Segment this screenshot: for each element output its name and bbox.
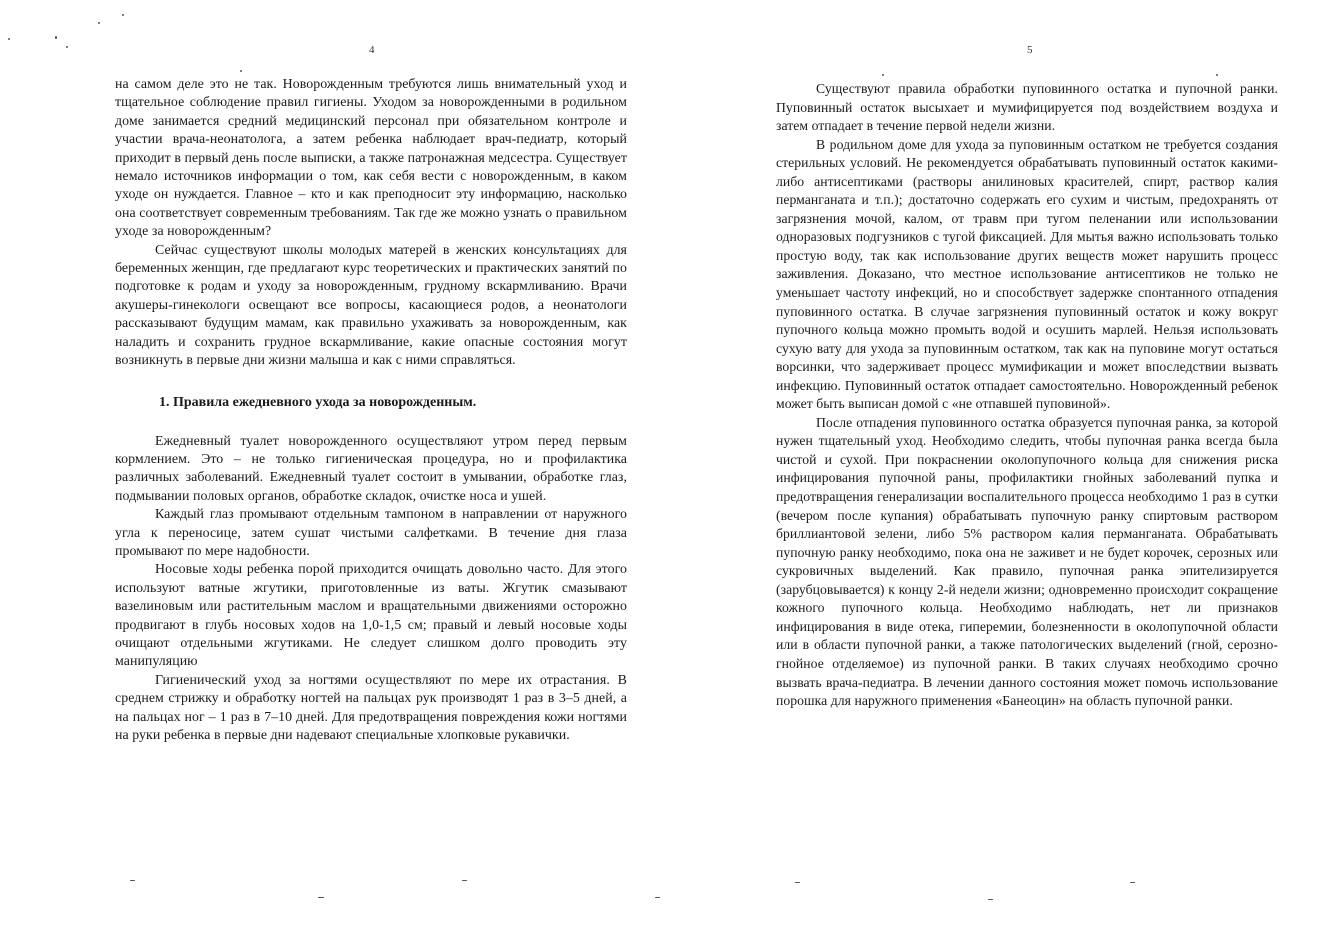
scan-speck xyxy=(1216,74,1218,76)
scan-speck xyxy=(318,897,324,898)
scan-speck xyxy=(462,880,467,881)
page-number-left: 4 xyxy=(369,44,375,56)
page-number-right: 5 xyxy=(1027,44,1033,56)
paragraph: После отпадения пуповинного остатка образуется пупочная ранка, за которой нужен тщательный уход. Необходимо следить, чтобы пупочная ранка всегда была чистой и сухой. При покраснении околопупочного кольца для снижения риска инфицирования пупочной раны, профилактики гнойных заболеваний пупка и предотвращения генерализации воспалительного процесса необходимо 1 раз в сутки (вечером после купания) обрабатывать пупочную ранку спиртовым раствором бриллиантовой зелени, либо 5% раствором калия перманганата. Обрабатывать пупочную ранку необходимо, пока она не заживет и не будет корочек, серозных или сукровичных выделений. Как правило, пупочная ранка эпителизируется (зарубцовывается) к концу 2-й недели жизни; одновременно происходит сокращение кожного пупочного кольца. Необходимо наблюдать, нет ли признаков инфицирования в виде отека, гиперемии, болезненности в околопупочной области или в области пупочной ранки, а также патологических выделений (гной, серозно-гнойное отделяемое) из пупочной ранки. В таких случаях необходимо срочно вызвать врача-педиатра. В лечении данного состояния может помочь использование порошка для наружного применения «Банеоцин» на область пупочной ранки. xyxy=(776,414,1278,709)
paragraph: Носовые ходы ребенка порой приходится очищать довольно часто. Для этого используют ватные жгутики, приготовленные из ваты. Жгутик смазывают вазелиновым или растительным маслом и вращательными движениями осторожно продвигают в глубь носовых ходов на 1,0-1,5 см; правый и левый носовые ходы очищают отдельными жгутиками. Не следует слишком долго проводить эту манипуляцию xyxy=(115,562,627,670)
scan-speck xyxy=(988,899,993,900)
scan-speck xyxy=(55,36,57,39)
section-heading: 1. Правила ежедневного ухода за новорожденным. xyxy=(159,394,477,410)
paragraph: Гигиенический уход за ногтями осуществляют по мере их отрастания. В среднем стрижку и обработку ногтей на пальцах рук производят 1 раз в 3–5 дней, а на пальцах ног – 1 раз в 7–10 дней. Для предотвращения повреждения кожи ногтями на руки ребенка в первые дни надевают специальные хлопковые рукавички. xyxy=(115,672,627,743)
paragraph: на самом деле это не так. Новорожденным требуются лишь внимательный уход и тщательное соблюдение правил гигиены. Уходом за новорожденными в родильном доме занимается средний медицинский персонал при обязательном контроле и участии врача-неонатолога, а затем ребенка наблюдает врач-педиатр, который приходит в первый день после выписки, а также патронажная медсестра. Существует немало источников информации о том, как себя вести с новорожденным, в каком уходе он нуждается. Главное – кто и как преподносит эту информацию, насколько она соответствует современным требованиям. Так где же можно узнать о правильном уходе за новорожденным? xyxy=(115,77,627,240)
paragraph: Существуют правила обработки пуповинного остатка и пупочной ранки. Пуповинный остаток высыхает и мумифицируется под воздействием воздуха и затем отпадает в течение первой недели жизни. xyxy=(776,81,1278,134)
scan-speck xyxy=(122,14,124,16)
scan-speck xyxy=(98,22,100,24)
scan-speck xyxy=(655,897,660,898)
scan-speck xyxy=(130,880,135,881)
paragraph: Каждый глаз промывают отдельным тампоном в направлении от наружного угла к переносице, затем сушат чистыми салфетками. В течение дня глаза промывают по мере надобности. xyxy=(115,507,627,559)
scan-speck xyxy=(1130,882,1135,883)
scan-speck xyxy=(795,882,800,883)
scan-speck xyxy=(882,74,884,76)
right-page-text xyxy=(776,80,1278,711)
scan-speck xyxy=(8,38,10,40)
paragraph: В родильном доме для ухода за пуповинным остатком не требуется создания стерильных условий. Не рекомендуется обрабатывать пуповинный остаток какими-либо антисептиками (растворы анилиновых красителей, спирт, раствор калия перманганата и т.п.); достаточно содержать его сухим и чистым, предохранять от загрязнения мочой, калом, от травм при тугом пеленании или использовании одноразовых подгузников с тугой фиксацией. Для мытья важно использовать только простую воду, так как использование других веществ может нарушить процесс заживления. Доказано, что местное использование антисептиков не только не уменьшает частоту инфекций, но и способствует задержке спонтанного отпадения пуповинного остатка. В случае загрязнения пуповинный остаток и кожу вокруг пупочного кольца можно промыть водой и осушить марлей. Нельзя использовать сухую вату для ухода за пуповинным остатком, так как на пуповине могут остаться ворсинки, что задерживает процесс мумификации и может впоследствии вызвать инфекцию. Пуповинный остаток отпадает самостоятельно. Новорожденный ребенок может быть выписан домой с «не отпавшей пуповиной». xyxy=(776,136,1278,412)
scan-speck xyxy=(240,70,242,72)
scan-speck xyxy=(66,46,68,48)
paragraph: Ежедневный туалет новорожденного осуществляют утром перед первым кормлением. Это – не только гигиеническая процедура, но и профилактика различных заболеваний. Ежедневный туалет состоит в умывании, обработке глаз, подмывании половых органов, обработке складок, очистке носа и ушей. xyxy=(115,433,627,504)
paragraph: Сейчас существуют школы молодых матерей в женских консультациях для беременных женщин, где предлагают курс теоретических и практических занятий по подготовке к родам и уходу за новорожденным, грудному вскармливанию. Врачи акушеры-гинекологи освещают все вопросы, касающиеся родов, а неонатологи рассказывают будущим мамам, как правильно ухаживать за новорожденным, как наладить и сохранить грудное вскармливание, какие опасные состояния могут возникнуть в первые дни жизни малыша и как с ними справляться. xyxy=(115,242,627,369)
left-page-text xyxy=(115,76,627,745)
